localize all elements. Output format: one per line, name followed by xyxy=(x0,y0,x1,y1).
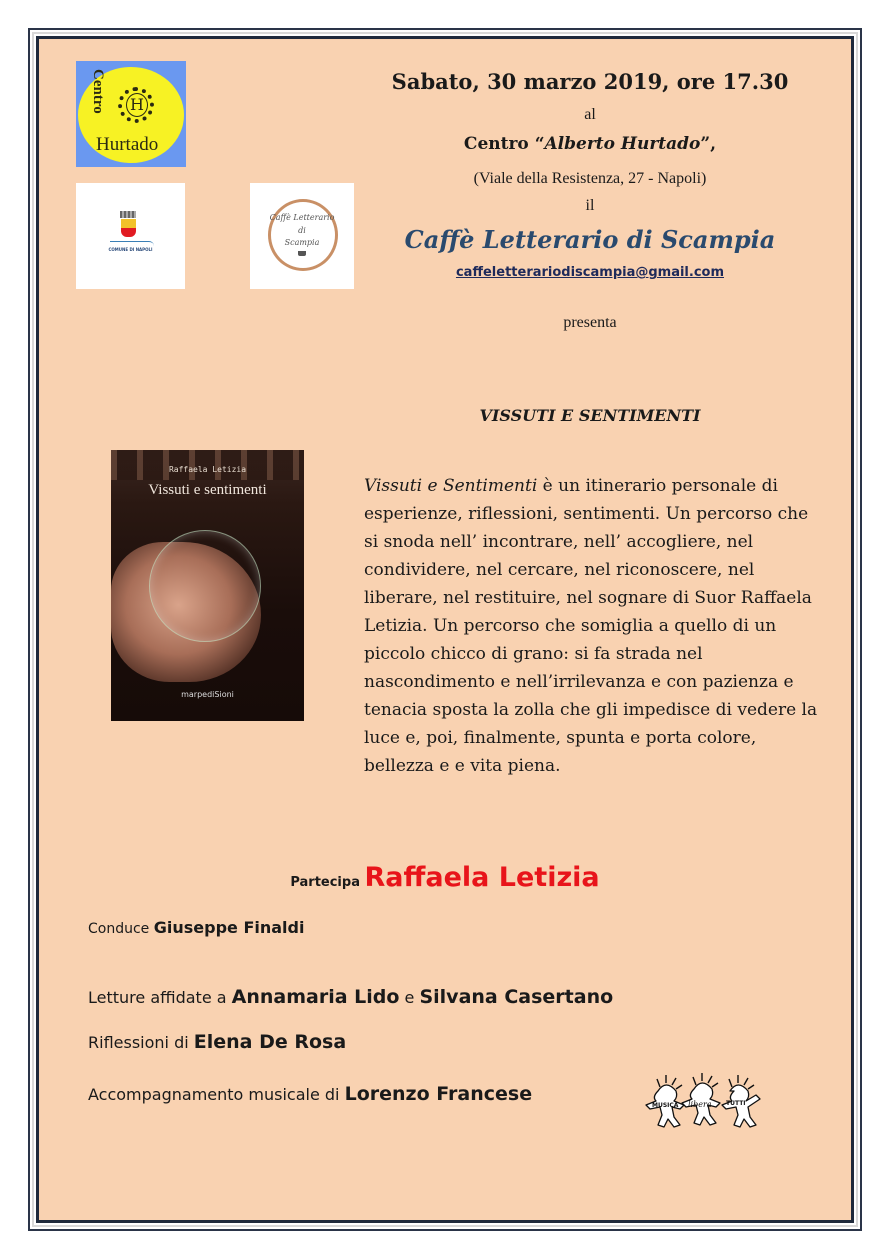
partecipa-line xyxy=(0,862,890,893)
text-al: al xyxy=(584,106,596,123)
crown-icon xyxy=(120,211,136,218)
venue-suffix: ”, xyxy=(700,134,717,154)
comune-napoli-logo xyxy=(76,183,185,289)
coffee-ring-icon xyxy=(268,199,338,271)
conduce-line xyxy=(88,918,304,937)
musica-libera-tutti-logo xyxy=(638,1073,764,1129)
venue-name-italic: Alberto Hurtado xyxy=(544,134,701,154)
riflessioni-label: Riflessioni di xyxy=(88,1033,194,1052)
riflessioni-name: Elena De Rosa xyxy=(193,1031,347,1053)
logo-letter: H xyxy=(126,93,148,117)
partecipa-name: Raffaela Letizia xyxy=(364,862,600,893)
accompagnamento-label: Accompagnamento musicale di xyxy=(88,1085,345,1104)
venue-name xyxy=(360,134,820,154)
accompagnamento-name: Lorenzo Francese xyxy=(344,1083,533,1105)
venue-address: (Viale della Resistenza, 27 - Napoli) xyxy=(473,170,707,187)
event-date-time: Sabato, 30 marzo 2019, ore 17.30 xyxy=(391,69,789,94)
cover-title: Vissuti e sentimenti xyxy=(148,482,267,498)
caffe-letterario-logo xyxy=(250,183,354,289)
centro-hurtado-logo xyxy=(76,61,186,167)
shield-red-icon xyxy=(121,228,136,237)
email-link[interactable]: caffeletterariodiscampia@gmail.com xyxy=(455,265,725,280)
coffee-cup-icon xyxy=(298,251,306,256)
letture-line xyxy=(88,986,613,1008)
partecipa-label: Partecipa xyxy=(290,875,365,890)
caffe-logo-line2: di xyxy=(298,226,306,235)
logo-text-hurtado: Hurtado xyxy=(96,134,159,155)
venue-prefix: Centro “ xyxy=(463,134,545,154)
svg-text:MUSICA: MUSICA xyxy=(652,1102,679,1109)
description-italic-title: Vissuti e Sentimenti xyxy=(364,476,538,496)
comune-napoli-text: COMUNE DI NAPOLI xyxy=(108,247,153,252)
svg-text:libera: libera xyxy=(688,1100,712,1109)
book-title-heading: VISSUTI E SENTIMENTI xyxy=(479,406,701,425)
riflessioni-line xyxy=(88,1031,346,1053)
book-description xyxy=(364,472,819,780)
text-il: il xyxy=(585,197,595,214)
letture-and: e xyxy=(399,988,420,1007)
conduce-label: Conduce xyxy=(88,921,154,937)
dancing-figures-icon xyxy=(638,1073,764,1129)
letture-name-1: Annamaria Lido xyxy=(231,986,400,1008)
letture-name-2: Silvana Casertano xyxy=(419,986,614,1008)
shield-icon xyxy=(121,219,136,228)
text-presenta: presenta xyxy=(563,314,617,331)
caffe-logo-line3: Scampia xyxy=(284,238,320,247)
book-cover-image xyxy=(111,450,304,721)
caffe-logo-line1: Caffè Letterario xyxy=(269,213,335,222)
svg-text:TUTTI: TUTTI xyxy=(726,1100,746,1107)
cover-author: Raffaela Letizia xyxy=(168,465,247,474)
bubble-image xyxy=(149,530,261,642)
accompagnamento-line xyxy=(88,1083,532,1105)
description-text: è un itinerario personale di esperienze, riflessioni, sentimenti. Un percorso che si snoda nell’ incontrare, nell’ accogliere, nel condividere, nel cercare, nel riconoscere, nel liberare, nel restituire, nel sognare di Suor Raffaela Letizia. Un percorso che somiglia a quello di un piccolo chicco di grano: si fa strada nel nascondimento e nell’irrilevanza e con pazienza e tenacia sposta la zolla che gli impedisce di vedere la luce e, poi, finalmente, spunta e porta colore, bellezza e e vita piena. xyxy=(364,476,818,776)
conduce-name: Giuseppe Finaldi xyxy=(153,918,305,937)
letture-label: Letture affidate a xyxy=(88,988,232,1007)
wave-icon xyxy=(110,241,154,246)
logo-text-centro: Centro xyxy=(90,69,106,114)
organizer-title: Caffè Letterario di Scampia xyxy=(404,225,776,254)
cover-publisher: marpediSioni xyxy=(181,690,234,699)
